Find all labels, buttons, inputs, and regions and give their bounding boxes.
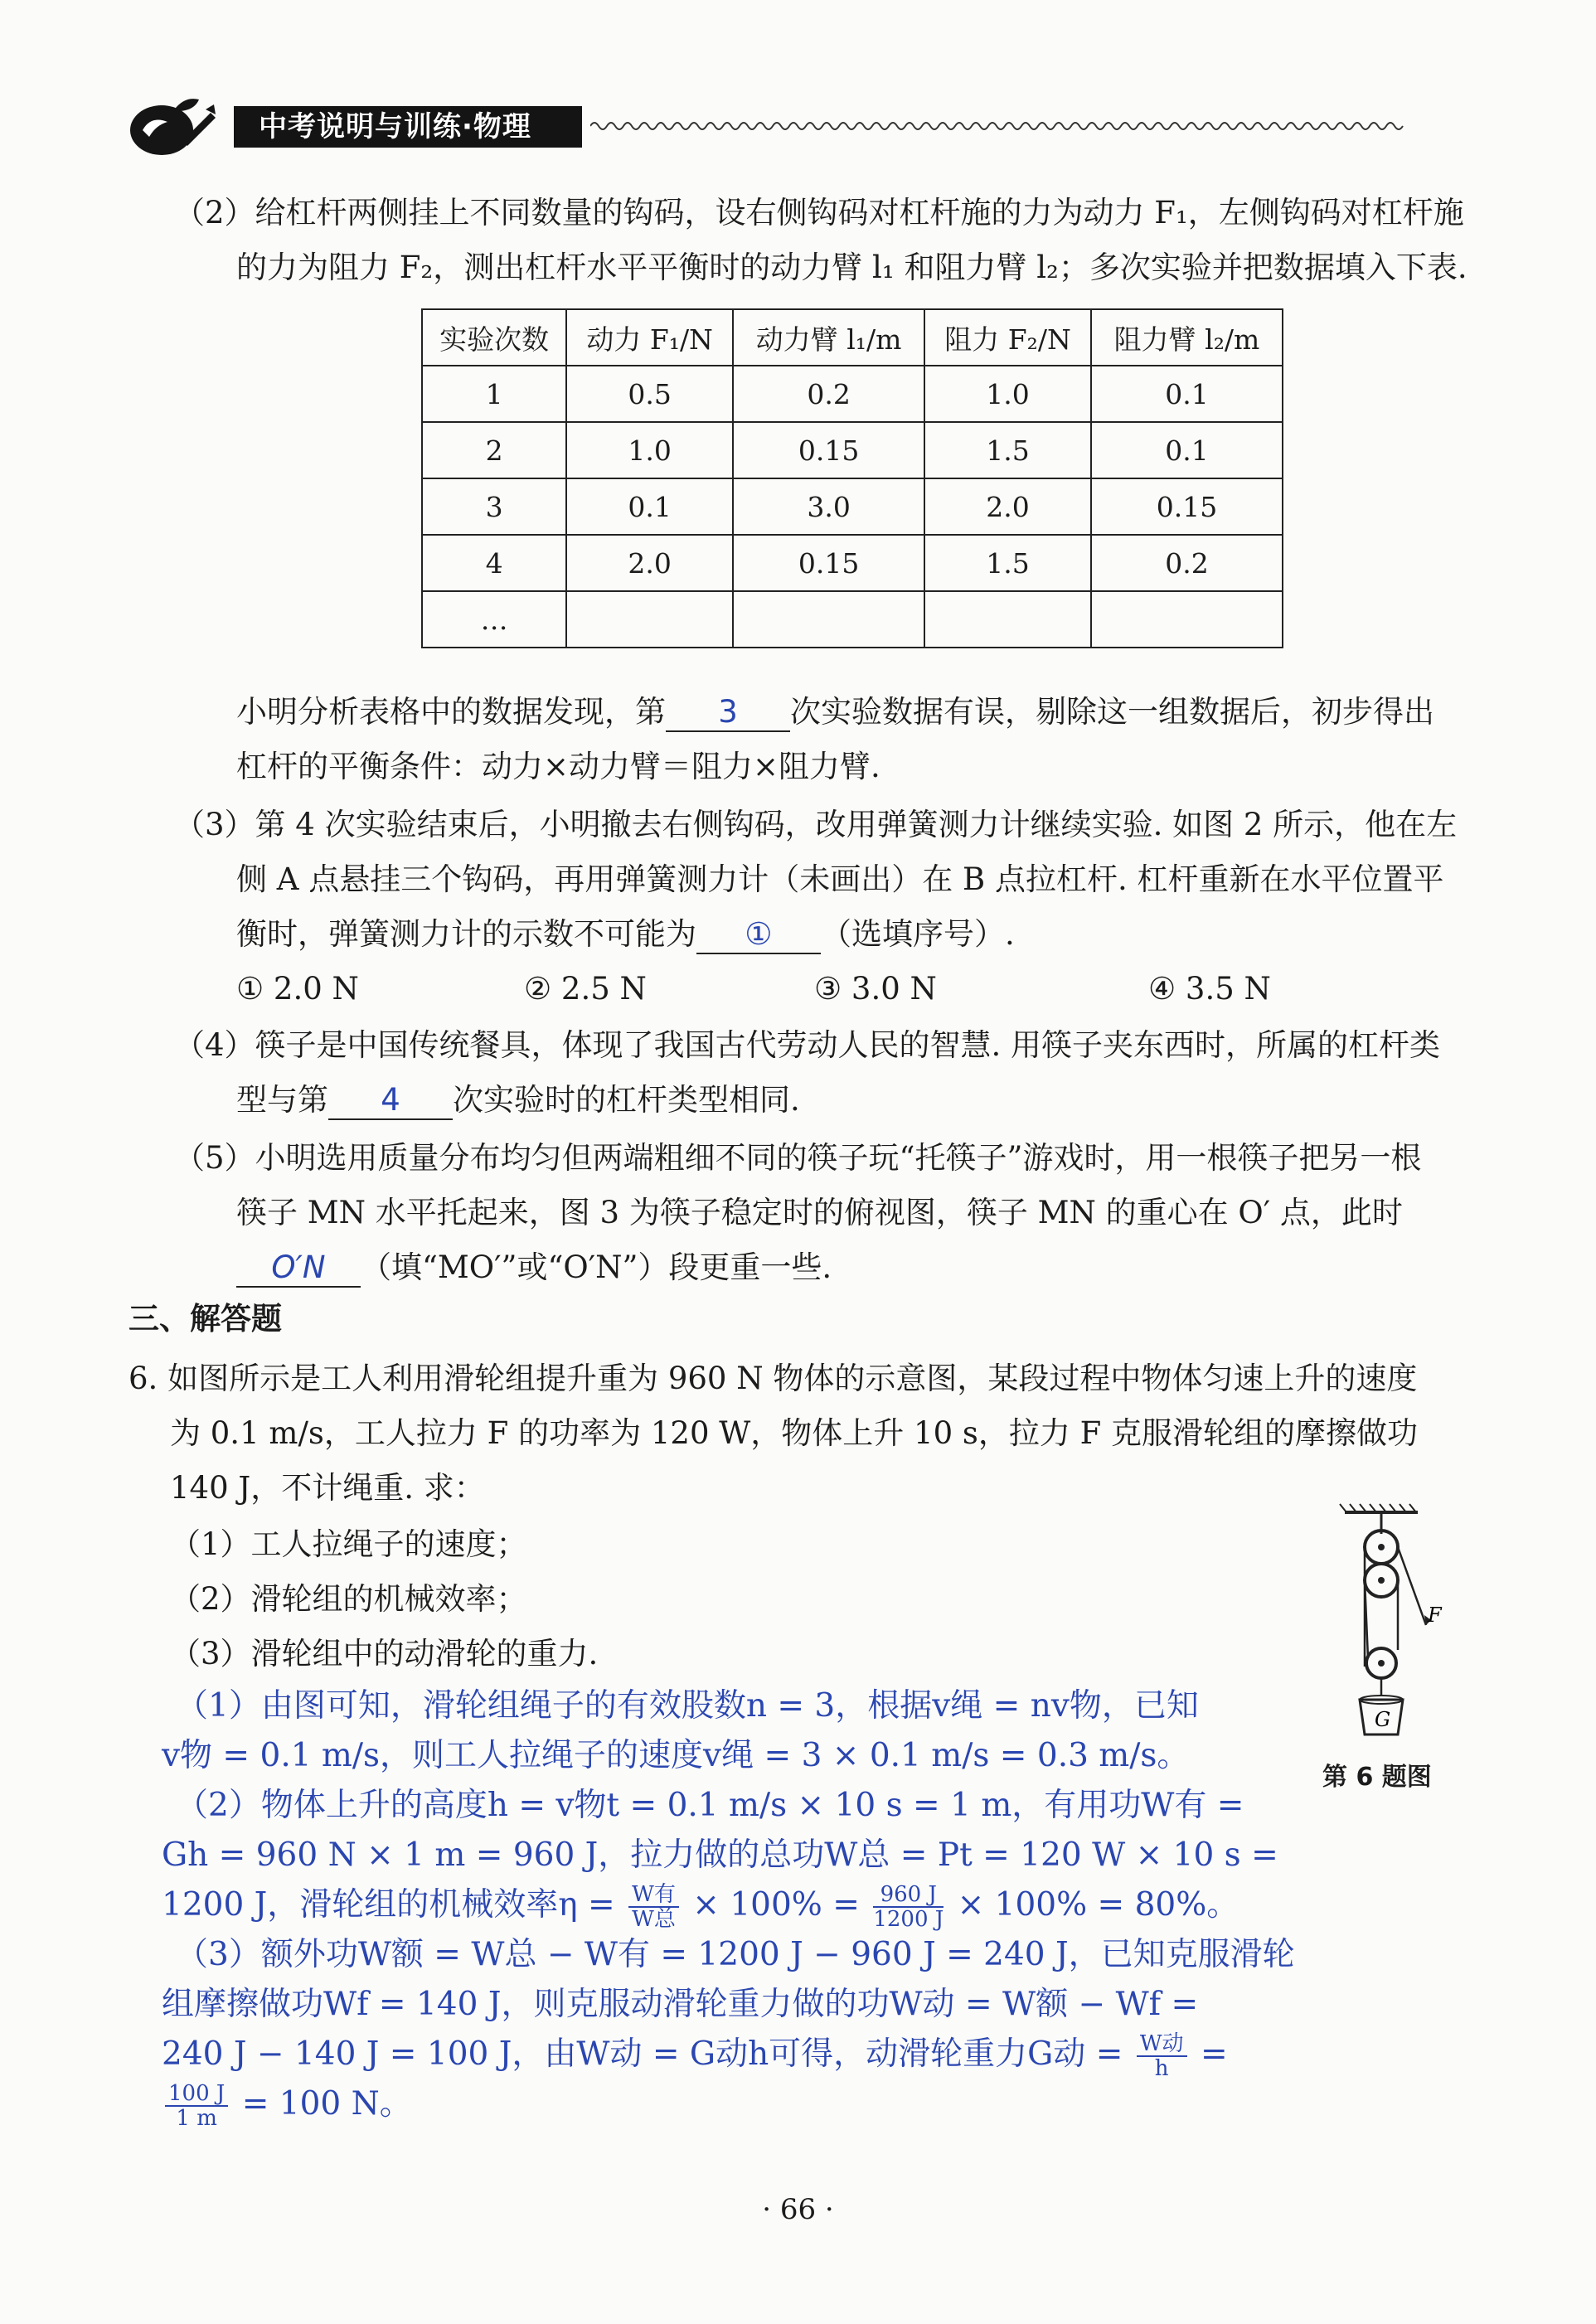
fraction-denominator: 1 m [176, 2106, 217, 2131]
q5-line3-suffix: （填“MO′”或“O′N”）段更重一些. [361, 1249, 832, 1285]
fraction-denominator: 1200 J [873, 1907, 944, 1932]
page-number: · 66 · [762, 2193, 834, 2226]
q4-line1: （4）筷子是中国传统餐具，体现了我国古代劳动人民的智慧. 用筷子夹东西时，所属的杠杆类 [174, 1027, 1441, 1063]
solution-s3d [162, 2079, 412, 2130]
solution-s2a: （2）物体上升的高度h = v物t = 0.1 m/s × 10 s = 1 m，有用功W有 = [176, 1787, 1244, 1824]
q4-line2 [236, 1073, 800, 1128]
q3-option-1: ① 2.0 N [236, 971, 359, 1007]
table-cell: 1 [422, 366, 566, 422]
table-header-cell: 动力臂 l₁/m [733, 309, 924, 366]
q5-line2: 筷子 MN 水平托起来，图 3 为筷子稳定时的俯视图，筷子 MN 的重心在 O′ 点，此时 [236, 1195, 1403, 1230]
table-cell: 2.0 [924, 478, 1091, 535]
table-cell [566, 591, 733, 648]
table-cell: … [422, 591, 566, 648]
solution-s2c [162, 1880, 1239, 1931]
q3-line3-prefix: 衡时，弹簧测力计的示数不可能为 [236, 916, 696, 952]
solution-s2c-mid: × 100% = [682, 1886, 871, 1924]
fraction-denominator: W总 [632, 1907, 676, 1932]
table-cell: 0.1 [566, 478, 733, 535]
table-cell: 3 [422, 478, 566, 535]
q2-after-line2: 杠杆的平衡条件：动力×动力臂＝阻力×阻力臂. [236, 749, 880, 784]
numeric-fraction [873, 1883, 944, 1931]
header-wave-decoration [590, 118, 1477, 134]
table-header-cell: 实验次数 [422, 309, 566, 366]
q3-line2: 侧 A 点悬挂三个钩码，再用弹簧测力计（未画出）在 B 点拉杠杆. 杠杆重新在水平位置平 [236, 861, 1444, 897]
table-header-cell: 动力 F₁/N [566, 309, 733, 366]
table-cell: 3.0 [733, 478, 924, 535]
q6-line1: 6. 如图所示是工人利用滑轮组提升重为 960 N 物体的示意图，某段过程中物体匀速上升的速度 [129, 1361, 1418, 1396]
header-title: 中考说明与训练·物理 [234, 106, 582, 148]
fraction-numerator: 960 J [873, 1883, 944, 1908]
table-cell: 0.15 [733, 535, 924, 591]
table-header-cell: 阻力臂 l₂/m [1091, 309, 1283, 366]
pulley-figure [1327, 1501, 1443, 1741]
q2-after-suffix: 次实验数据有误，剔除这一组数据后，初步得出 [790, 694, 1434, 730]
weight-label: G [1375, 1708, 1391, 1731]
result-fraction [165, 2082, 228, 2130]
solution-s2c-suffix: × 100% = 80%。 [947, 1886, 1239, 1924]
q4-answer-blank: 4 [328, 1082, 453, 1120]
table-cell: 1.5 [924, 422, 1091, 478]
q5-line3 [236, 1240, 832, 1295]
q3-option-4: ④ 3.5 N [1148, 971, 1271, 1007]
fraction-denominator: h [1154, 2056, 1169, 2081]
q3-line3-suffix: （选填序号）. [821, 916, 1015, 952]
solution-s3c-suffix: = [1190, 2035, 1228, 2073]
q6-line3: 140 J，不计绳重. 求： [170, 1470, 485, 1506]
q2-after-prefix: 小明分析表格中的数据发现，第 [236, 694, 666, 730]
q2-after-line1 [236, 685, 1434, 740]
q6-sub1: （1）工人拉绳子的速度； [170, 1526, 527, 1562]
table-row [422, 591, 1283, 648]
table-cell [733, 591, 924, 648]
table-row [422, 422, 1283, 478]
solution-s3c [162, 2030, 1228, 2080]
q5-answer-blank: O′N [236, 1249, 361, 1288]
table-cell: 0.15 [1091, 478, 1283, 535]
table-cell [924, 591, 1091, 648]
q2-line2: 的力为阻力 F₂，测出杠杆水平平衡时的动力臂 l₁ 和阻力臂 l₂；多次实验并把数据填入下表. [236, 250, 1467, 285]
solution-s3a: （3）额外功W额 = W总 − W有 = 1200 J − 960 J = 240 J，已知克服滑轮 [176, 1936, 1295, 1973]
table-cell: 1.0 [566, 422, 733, 478]
table-cell: 0.1 [1091, 366, 1283, 422]
efficiency-fraction [628, 1883, 679, 1931]
solution-s1b: v物 = 0.1 m/s，则工人拉绳子的速度v绳 = 3 × 0.1 m/s = 0.3 m/s。 [162, 1737, 1190, 1774]
solution-s3c-prefix: 240 J − 140 J = 100 J，由W动 = G动h可得，动滑轮重力G动 = [162, 2035, 1133, 2073]
q6-line2: 为 0.1 m/s，工人拉力 F 的功率为 120 W，物体上升 10 s，拉力 F 克服滑轮组的摩擦做功 [170, 1415, 1419, 1451]
table-row [422, 478, 1283, 535]
table-row [422, 535, 1283, 591]
q4-line2-prefix: 型与第 [236, 1082, 328, 1118]
table-cell: 1.5 [924, 535, 1091, 591]
table-cell: 4 [422, 535, 566, 591]
q6-sub2: （2）滑轮组的机械效率； [170, 1581, 527, 1617]
solution-s3b: 组摩擦做功Wf = 140 J，则克服动滑轮重力做的功W动 = W额 − Wf = [162, 1986, 1199, 2023]
work-fraction [1137, 2032, 1187, 2080]
table-cell: 1.0 [924, 366, 1091, 422]
q5-line1: （5）小明选用质量分布均匀但两端粗细不同的筷子玩“托筷子”游戏时，用一根筷子把另一根 [174, 1140, 1422, 1176]
q3-answer-blank: ① [696, 916, 821, 954]
table-cell: 0.1 [1091, 422, 1283, 478]
table-cell: 0.2 [1091, 535, 1283, 591]
section-title: 三、解答题 [129, 1301, 282, 1337]
force-label: F [1428, 1604, 1442, 1627]
table-cell: 2.0 [566, 535, 733, 591]
solution-s2b: Gh = 960 N × 1 m = 960 J，拉力做的总功W总 = Pt = 120 W × 10 s = [162, 1836, 1278, 1874]
q3-line1: （3）第 4 次实验结束后，小明撤去右侧钩码，改用弹簧测力计继续实验. 如图 2 所示，他在左 [174, 807, 1458, 842]
solution-s2c-prefix: 1200 J，滑轮组的机械效率η = [162, 1886, 626, 1924]
fraction-numerator: 100 J [165, 2082, 228, 2107]
table-cell: 2 [422, 422, 566, 478]
figure-caption: 第 6 题图 [1322, 1763, 1432, 1792]
q2-line1: （2）给杠杆两侧挂上不同数量的钩码，设右侧钩码对杠杆施的力为动力 F₁，左侧钩码对杠杆施 [174, 195, 1464, 230]
table-header-cell: 阻力 F₂/N [924, 309, 1091, 366]
q3-option-2: ② 2.5 N [524, 971, 647, 1007]
apple-logo-icon [124, 93, 224, 159]
q3-option-3: ③ 3.0 N [814, 971, 937, 1007]
table-row [422, 366, 1283, 422]
q6-sub3: （3）滑轮组中的动滑轮的重力. [170, 1636, 599, 1671]
table-cell [1091, 591, 1283, 648]
q4-line2-suffix: 次实验时的杠杆类型相同. [453, 1082, 800, 1118]
fraction-numerator: W动 [1137, 2032, 1187, 2057]
table-header-row [422, 309, 1283, 366]
table-cell: 0.2 [733, 366, 924, 422]
fraction-numerator: W有 [628, 1883, 679, 1908]
q2-answer-blank: 3 [666, 694, 790, 732]
solution-s3d-suffix: = 100 N。 [231, 2085, 412, 2123]
solution-s1a: （1）由图可知，滑轮组绳子的有效股数n = 3，根据v绳 = nv物，已知 [176, 1687, 1199, 1725]
table-cell: 0.15 [733, 422, 924, 478]
table-cell: 0.5 [566, 366, 733, 422]
q3-line3 [236, 907, 1015, 962]
data-table [421, 308, 1283, 648]
